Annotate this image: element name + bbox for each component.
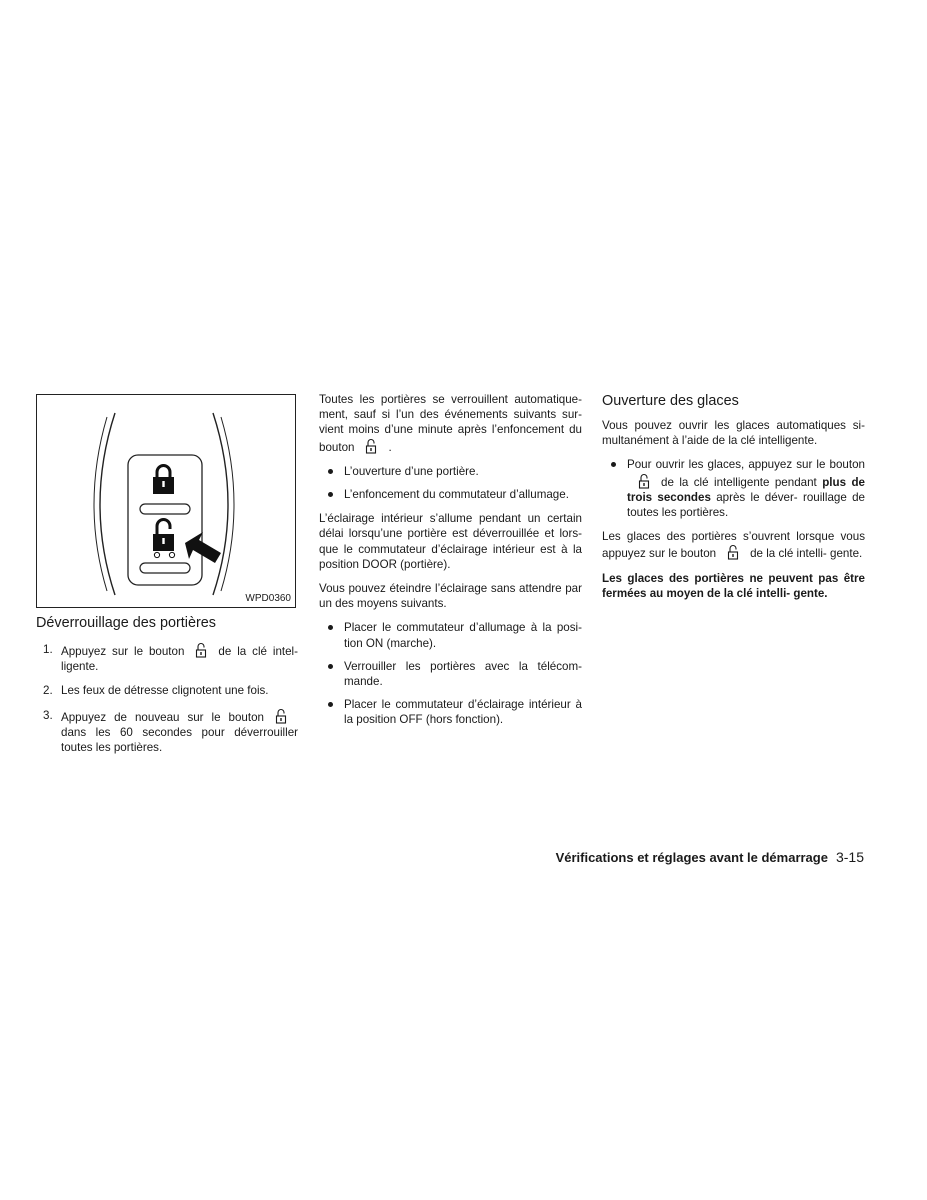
step-3 <box>36 708 298 756</box>
column-left <box>36 392 298 764</box>
unlock-button-icon <box>274 708 288 724</box>
step-1 <box>36 642 298 674</box>
paragraph-auto-lock <box>319 392 582 455</box>
warning-text <box>602 571 865 601</box>
list-item <box>602 457 865 520</box>
emphasis-text: plus de trois secondes <box>627 475 865 504</box>
paragraph-interior-light: L’éclairage intérieur s’allume pendant un certain délai lorsqu’une portière est déverrouillée et lors- que le commutateur d’éclairage intérieur est à la position DOOR (portière). <box>319 512 582 571</box>
key-fob-illustration <box>37 395 297 609</box>
figure-code: WPD0360 <box>245 593 291 604</box>
section-heading-windows: Ouverture des glaces <box>602 393 739 409</box>
step-text: Appuyez de nouveau sur le bouton <box>61 710 264 724</box>
footer-title: Vérifications et réglages avant le démarrage <box>555 850 828 865</box>
warning-bold: Les glaces des portières ne peuvent pas être fermées au moyen de la clé intelli- gente. <box>602 571 865 600</box>
lock-open-icon <box>153 520 175 558</box>
bullet-icon <box>328 469 333 474</box>
page-number: 3-15 <box>835 849 864 865</box>
step-text: de la clé intel- ligente. <box>61 645 298 674</box>
lock-closed-icon <box>153 466 174 495</box>
list-item-text: Pour ouvrir les glaces, appuyez sur le bouton <box>627 458 865 472</box>
column-right <box>602 392 865 610</box>
step-2 <box>36 683 298 698</box>
arrow-icon <box>185 532 221 563</box>
column-middle <box>319 392 582 737</box>
bullet-icon <box>328 625 333 630</box>
paragraph-windows-intro: Vous pouvez ouvrir les glaces automatiques si- multanément à l’aide de la clé intelligente. <box>602 419 865 448</box>
bullet-icon <box>328 492 333 497</box>
list-item <box>319 620 582 650</box>
list-item-text: de la clé intelligente pendant <box>661 475 817 489</box>
list-item-text: Verrouiller les portières avec la télécom- mande. <box>344 659 582 689</box>
bullet-icon <box>328 664 333 669</box>
list-item <box>319 487 582 502</box>
windows-instructions <box>602 457 865 520</box>
unlock-steps <box>36 642 298 755</box>
step-text: Les feux de détresse clignotent une fois. <box>61 684 269 698</box>
paragraph-windows-open <box>602 529 865 561</box>
step-number: 2. <box>43 684 53 698</box>
paragraph-text: Les glaces des portières s’ouvrent lorsque vous appuyez sur le bouton <box>602 530 865 561</box>
list-item-text: Placer le commutateur d’éclairage intérieur à la position OFF (hors fonction). <box>344 698 582 727</box>
list-item-text: après le déver- rouillage de toutes les portières. <box>627 490 865 520</box>
paragraph-text: Toutes les portières se verrouillent automatique- ment, sauf si l’un des événements suivants sur- vient moins d’une minute après l’enfoncement du bouton <box>319 393 582 454</box>
list-item <box>319 464 582 479</box>
auto-lock-exceptions <box>319 464 582 502</box>
step-text: Appuyez sur le bouton <box>61 645 185 658</box>
turn-off-light-methods <box>319 620 582 727</box>
step-number: 3. <box>43 708 53 722</box>
list-item <box>319 697 582 727</box>
list-item-text: L’ouverture d’une portière. <box>344 464 479 478</box>
list-item-text: L’enfoncement du commutateur d’allumage. <box>344 488 569 502</box>
bullet-icon <box>328 702 333 707</box>
step-number: 1. <box>43 643 53 656</box>
unlock-button-icon <box>637 473 651 489</box>
paragraph-text: . <box>388 440 392 454</box>
unlock-button-icon <box>194 642 208 658</box>
list-item <box>319 659 582 689</box>
unlock-button-icon <box>726 544 740 560</box>
page-footer <box>556 849 864 866</box>
key-fob-figure <box>36 394 296 608</box>
unlock-button-icon <box>364 438 378 454</box>
paragraph-text: de la clé intelli- gente. <box>750 547 863 561</box>
list-item-text: Placer le commutateur d’allumage à la posi- tion ON (marche). <box>344 621 582 650</box>
bullet-icon <box>611 462 616 467</box>
paragraph-turn-off-light: Vous pouvez éteindre l’éclairage sans attendre par un des moyens suivants. <box>319 582 582 611</box>
step-text: dans les 60 secondes pour déverrouiller toutes les portières. <box>61 725 298 755</box>
section-heading-unlock: Déverrouillage des portières <box>36 615 216 631</box>
